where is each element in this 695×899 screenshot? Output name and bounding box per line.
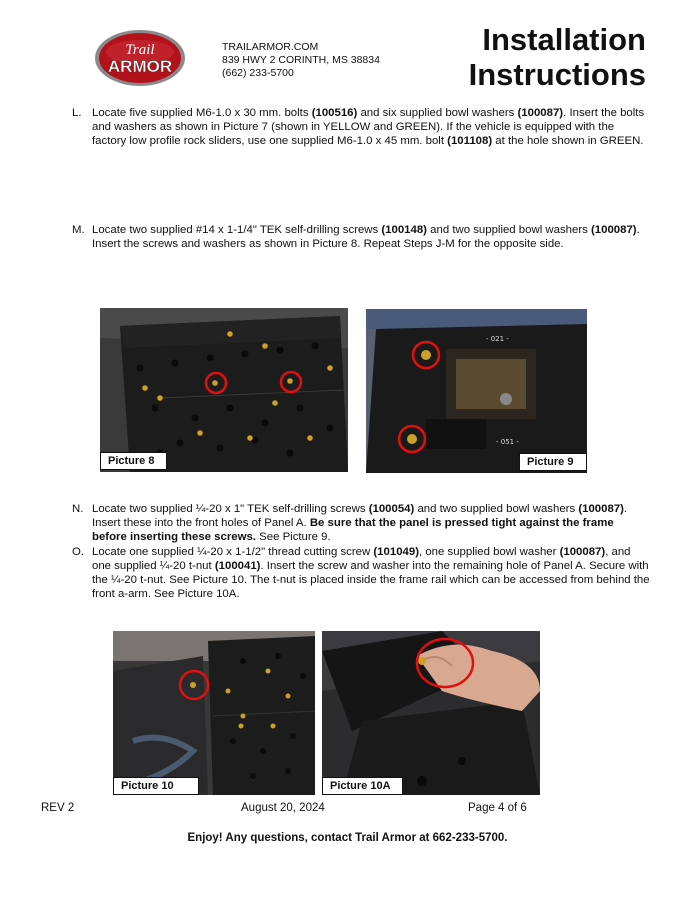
title-line-2: Instructions [468, 57, 646, 92]
title-line-1: Installation [482, 22, 646, 57]
picture-9-label: Picture 9 [519, 453, 587, 471]
logo-text-armor: ARMOR [107, 57, 173, 76]
step-n [62, 502, 650, 544]
company-website: TRAILARMOR.COM [222, 41, 319, 53]
footer-rev: REV 2 [41, 802, 75, 814]
page-title [469, 22, 646, 92]
step-letter: L. [72, 107, 82, 119]
step-letter: N. [72, 503, 84, 515]
step-body: Locate one supplied ¼-20 x 1-1/2" thread cutting screw (101049), one supplied bowl washer (100087), and one supplied ¼-20 t-nut (100041). Insert the screw and washer into the remaining hole of Panel A. Secure with the ¼-20 t-nut. See Picture 10. The t-nut is placed inside the frame rail which can be accessed from behind the front a-arm. See Picture 10A. [92, 546, 650, 600]
step-body: Locate two supplied ¼-20 x 1" TEK self-drilling screws (100054) and two supplied bowl washers (100087). Insert these into the front holes of Panel A. Be sure that the panel is pressed tight against the frame before inserting these screws. See Picture 9. [92, 503, 628, 543]
step-l [62, 106, 650, 148]
photo-picture-10 [113, 631, 315, 795]
svg-text:- 051 -: - 051 - [496, 438, 519, 446]
company-address: 839 HWY 2 CORINTH, MS 38834 [222, 54, 380, 66]
company-info [222, 41, 380, 80]
picture-8-label: Picture 8 [100, 452, 167, 470]
footer-date: August 20, 2024 [241, 802, 325, 814]
photo-picture-10a [322, 631, 540, 795]
picture-10a-label: Picture 10A [322, 777, 403, 795]
picture-10-label: Picture 10 [113, 777, 199, 795]
photo-picture-8 [100, 308, 348, 472]
photo-picture-9 [366, 309, 587, 473]
company-phone: (662) 233-5700 [222, 67, 294, 79]
footer-page: Page 4 of 6 [468, 802, 527, 814]
logo-text-trail: Trail [125, 42, 155, 58]
step-letter: M. [72, 224, 85, 236]
step-letter: O. [72, 546, 85, 558]
step-body: Locate five supplied M6-1.0 x 30 mm. bolts (100516) and six supplied bowl washers (100087). Insert the bolts and washers as shown in Picture 7 (shown in YELLOW and GREEN). If the vehicle is equipped with the factory low profile rock sliders, use one supplied M6-1.0 x 45 mm. bolt (101108) at the hole shown in GREEN. [92, 107, 645, 147]
step-o [62, 545, 650, 601]
step-body: Locate two supplied #14 x 1-1/4" TEK self-drilling screws (100148) and two supplied bowl washers (100087). Insert the screws and washers as shown in Picture 8. Repeat Steps J-M for the opposite side. [92, 224, 640, 250]
step-m [62, 223, 650, 251]
trail-armor-logo [94, 28, 186, 88]
footer-contact: Enjoy! Any questions, contact Trail Armor at 662-233-5700. [187, 832, 508, 844]
svg-text:- 021 -: - 021 - [486, 335, 509, 343]
